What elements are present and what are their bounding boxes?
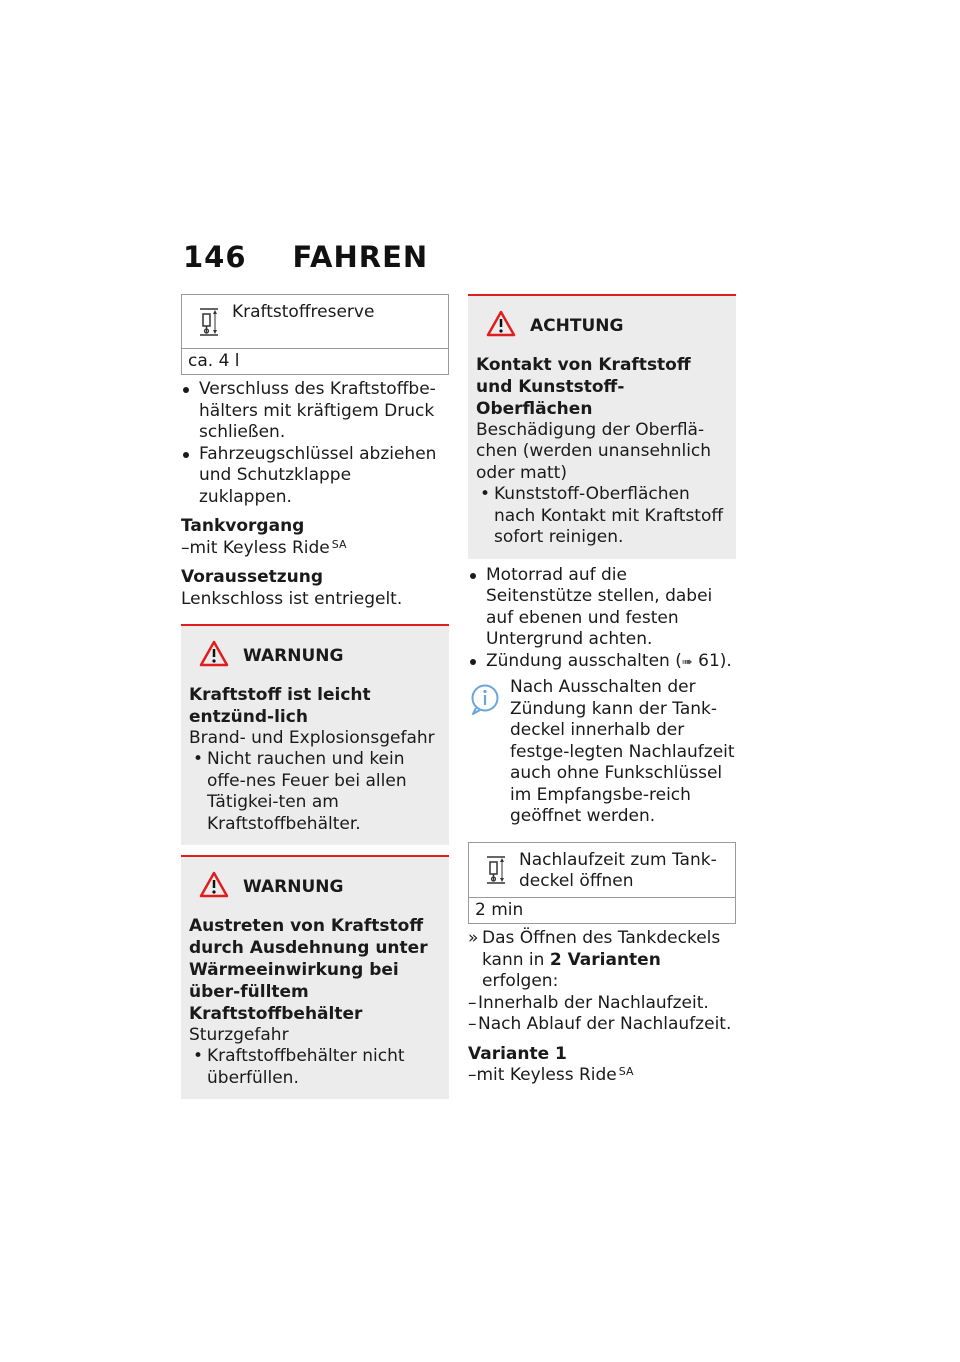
warning-triangle-icon xyxy=(486,310,516,344)
caution-risk: Beschädigung der Oberflä-chen (werden unansehnlich oder matt) xyxy=(476,419,712,483)
fuel-reserve-table-header xyxy=(182,295,448,349)
page-number: 146 xyxy=(183,240,247,274)
warning-triangle-icon xyxy=(199,871,229,905)
warning-triangle-icon xyxy=(199,640,229,674)
warning-label: WARNUNG xyxy=(243,877,344,897)
nachlauf-title: Nachlaufzeit zum Tank-deckel öffnen xyxy=(519,849,717,891)
info-text: Nach Ausschalten der Zündung kann der Tank-deckel innerhalb der festge-legten Nachlaufzeit auch ohne Funkschlüssel im Empfangsbe-reich geöffnet werden. xyxy=(510,677,735,826)
warning-risk: Brand- und Explosionsgefahr xyxy=(189,727,435,748)
list-item: Zündung ausschalten (➠ 61). xyxy=(468,651,736,674)
warning-instruction: • Kraftstoffbehälter nicht überfüllen. xyxy=(189,1046,441,1089)
fuel-reserve-value: ca. 4 l xyxy=(188,350,240,371)
measure-icon xyxy=(198,307,232,344)
right-column xyxy=(468,294,736,1087)
warning-subhead: Austreten von Kraftstoff durch Ausdehnung unter Wärmeeinwirkung bei über-fülltem Kraftstoffbehälter xyxy=(189,915,428,1024)
fuel-reserve-title: Kraftstoffreserve xyxy=(232,302,375,322)
voraussetzung-text: Lenkschloss ist entriegelt. xyxy=(181,588,403,609)
nachlauf-table xyxy=(468,842,736,925)
info-note xyxy=(468,677,736,828)
page-header xyxy=(183,240,428,274)
page-ref-arrow-icon: ➠ xyxy=(681,654,693,670)
page-reference[interactable]: 61). xyxy=(698,650,732,671)
warning-label: WARNUNG xyxy=(243,646,344,666)
warning-box-overfill xyxy=(181,855,449,1099)
warning-subhead: Kraftstoff ist leicht entzünd-lich xyxy=(189,684,371,727)
left-column xyxy=(181,294,449,1099)
sa-marker: SA xyxy=(618,1065,634,1078)
tankvorgang-heading: Tankvorgang xyxy=(181,516,305,536)
list-item: Fahrzeugschlüssel abziehen und Schutzklappe zuklappen. xyxy=(181,444,449,509)
variante-condition: –mit Keyless Ride $^{SA}$ xyxy=(468,1065,634,1085)
caution-subhead: Kontakt von Kraftstoff und Kunststoff-Oberflächen xyxy=(476,354,691,419)
section-title: FAHREN xyxy=(292,240,429,274)
variante-heading: Variante 1 xyxy=(468,1043,567,1064)
sa-marker: SA xyxy=(331,537,347,551)
caution-box-plastic xyxy=(468,294,736,559)
info-icon xyxy=(470,683,500,722)
fuel-reserve-table xyxy=(181,294,449,375)
voraussetzung-heading: Voraussetzung xyxy=(181,567,324,587)
nachlauf-value: 2 min xyxy=(475,899,524,920)
warning-risk: Sturzgefahr xyxy=(189,1024,289,1045)
result-item: » Das Öffnen des Tankdeckels kann in 2 Varianten erfolgen: xyxy=(468,928,736,993)
measure-icon xyxy=(485,855,519,892)
list-item: Motorrad auf die Seitenstütze stellen, dabei auf ebenen und festen Untergrund achten. xyxy=(468,565,736,651)
tankvorgang-condition: –mit Keyless Ride $^{SA}$ xyxy=(181,537,347,558)
list-item: – Nach Ablauf der Nachlaufzeit. xyxy=(468,1014,736,1036)
list-item: Verschluss des Kraftstoffbe-hälters mit kräftigem Druck schließen. xyxy=(181,379,449,444)
caution-label: ACHTUNG xyxy=(530,316,624,336)
list-item: – Innerhalb der Nachlaufzeit. xyxy=(468,993,736,1015)
warning-box-flammable xyxy=(181,624,449,845)
nachlauf-table-header xyxy=(469,843,735,898)
warning-instruction: • Nicht rauchen und kein offe-nes Feuer bei allen Tätigkei-ten am Kraftstoffbehälter. xyxy=(189,749,441,835)
caution-instruction: • Kunststoff-Oberflächen nach Kontakt mit Kraftstoff sofort reinigen. xyxy=(476,484,728,549)
